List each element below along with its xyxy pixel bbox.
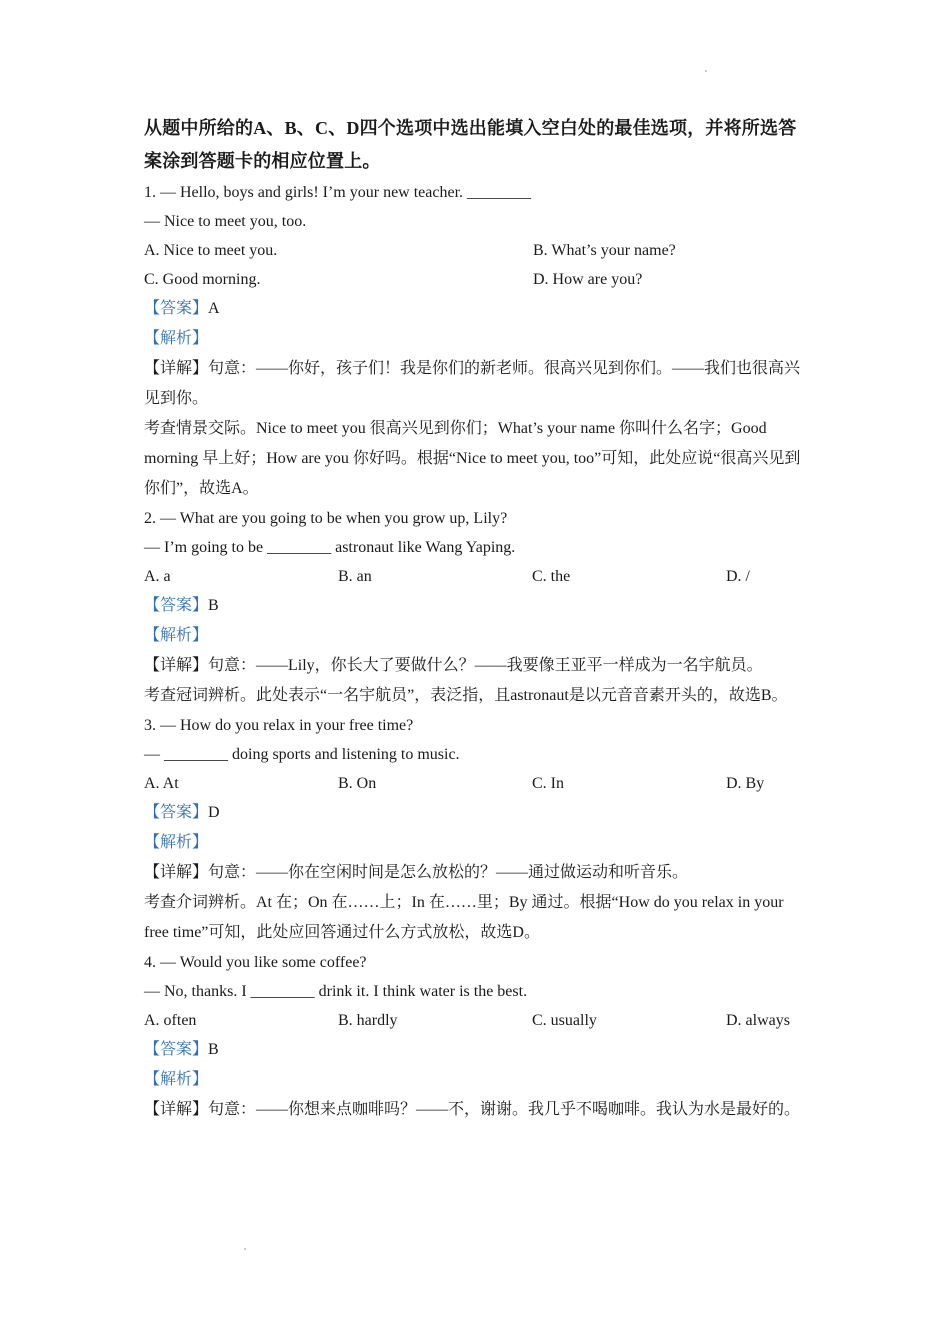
answer-line bbox=[144, 294, 804, 324]
options-grid bbox=[144, 562, 804, 591]
analysis-line bbox=[144, 1065, 804, 1095]
option-d[interactable]: D. By bbox=[726, 775, 765, 792]
answer-tag: 【答案】 bbox=[144, 300, 209, 317]
analysis-line bbox=[144, 621, 804, 651]
options-grid bbox=[144, 769, 804, 798]
option-b[interactable]: B. an bbox=[338, 568, 372, 585]
document-page bbox=[144, 112, 804, 1125]
detail-text: 句意：——你想来点咖啡吗？——不，谢谢。我几乎不喝咖啡。我认为水是最好的。 bbox=[208, 1101, 801, 1118]
detail-text: 句意：——Lily，你长大了要做什么？——我要像王亚平一样成为一名宇航员。 bbox=[208, 657, 763, 674]
option-a[interactable]: A. Nice to meet you. bbox=[144, 242, 278, 259]
question-stem: 2. — What are you going to be when you grow up, Lily? bbox=[144, 510, 508, 527]
explain-paragraph: 考查冠词辨析。此处表示“一名宇航员”，表泛指，且astronaut是以元音音素开头的，故选B。 bbox=[144, 687, 788, 704]
explain-paragraph: 考查介词辨析。At 在；On 在……上；In 在……里；By 通过。根据“How do you relax in your free time”可知，此处应回答通过什么方式放松，故选D。 bbox=[144, 894, 784, 941]
detail-tag: 【详解】 bbox=[144, 864, 209, 881]
section-instruction: 从题中所给的A、B、C、D四个选项中选出能填入空白处的最佳选项，并将所选答案涂到答题卡的相应位置上。 bbox=[144, 118, 797, 171]
detail-tag: 【详解】 bbox=[144, 360, 209, 377]
option-b[interactable]: B. What’s your name? bbox=[533, 242, 676, 259]
question-stem: 3. — How do you relax in your free time? bbox=[144, 717, 414, 734]
analysis-tag: 【解析】 bbox=[144, 627, 209, 644]
question-stem-reply: — ________ doing sports and listening to music. bbox=[144, 746, 460, 763]
options-grid bbox=[144, 236, 804, 294]
detail-tag: 【详解】 bbox=[144, 657, 209, 674]
option-c[interactable]: C. usually bbox=[532, 1012, 597, 1029]
question-stem: 1. — Hello, boys and girls! I’m your new teacher. ________ bbox=[144, 184, 532, 201]
analysis-tag: 【解析】 bbox=[144, 834, 209, 851]
detail-paragraph bbox=[144, 1095, 804, 1125]
corner-mark-bottom bbox=[244, 1248, 246, 1250]
detail-paragraph bbox=[144, 858, 804, 888]
answer-value: B bbox=[208, 1041, 219, 1058]
question-4 bbox=[144, 948, 804, 1125]
analysis-tag: 【解析】 bbox=[144, 1071, 209, 1088]
detail-text: 句意：——你在空闲时间是怎么放松的？——通过做运动和听音乐。 bbox=[208, 864, 689, 881]
detail-text: 句意：——你好，孩子们！我是你们的新老师。很高兴见到你们。——我们也很高兴见到你。 bbox=[144, 360, 801, 407]
option-b[interactable]: B. hardly bbox=[338, 1012, 398, 1029]
question-stem-reply: — I’m going to be ________ astronaut like Wang Yaping. bbox=[144, 539, 516, 556]
answer-line bbox=[144, 798, 804, 828]
answer-value: A bbox=[208, 300, 220, 317]
analysis-tag: 【解析】 bbox=[144, 330, 209, 347]
option-a[interactable]: A. a bbox=[144, 568, 171, 585]
answer-value: D bbox=[208, 804, 220, 821]
question-3 bbox=[144, 711, 804, 948]
answer-line bbox=[144, 1035, 804, 1065]
answer-value: B bbox=[208, 597, 219, 614]
detail-tag: 【详解】 bbox=[144, 1101, 209, 1118]
answer-tag: 【答案】 bbox=[144, 804, 209, 821]
options-grid bbox=[144, 1006, 804, 1035]
option-b[interactable]: B. On bbox=[338, 775, 377, 792]
explain-paragraph: 考查情景交际。Nice to meet you 很高兴见到你们；What’s your name 你叫什么名字；Good morning 早上好；How are you 你好吗。根据“Nice to meet you, too”可知，此处应说“很高兴见到你们”，故选A。 bbox=[144, 420, 801, 497]
option-a[interactable]: A. often bbox=[144, 1012, 197, 1029]
question-stem-reply: — No, thanks. I ________ drink it. I think water is the best. bbox=[144, 983, 528, 1000]
question-stem-reply: — Nice to meet you, too. bbox=[144, 213, 307, 230]
question-stem: 4. — Would you like some coffee? bbox=[144, 954, 367, 971]
option-d[interactable]: D. How are you? bbox=[533, 271, 643, 288]
detail-paragraph bbox=[144, 651, 804, 681]
analysis-line bbox=[144, 324, 804, 354]
option-d[interactable]: D. / bbox=[726, 568, 750, 585]
option-c[interactable]: C. In bbox=[532, 775, 564, 792]
option-c[interactable]: C. Good morning. bbox=[144, 271, 261, 288]
question-2 bbox=[144, 504, 804, 711]
option-a[interactable]: A. At bbox=[144, 775, 179, 792]
option-c[interactable]: C. the bbox=[532, 568, 571, 585]
analysis-line bbox=[144, 828, 804, 858]
question-1 bbox=[144, 178, 804, 504]
corner-mark-top bbox=[705, 70, 707, 72]
answer-tag: 【答案】 bbox=[144, 597, 209, 614]
answer-tag: 【答案】 bbox=[144, 1041, 209, 1058]
detail-paragraph bbox=[144, 354, 804, 414]
option-d[interactable]: D. always bbox=[726, 1012, 790, 1029]
answer-line bbox=[144, 591, 804, 621]
